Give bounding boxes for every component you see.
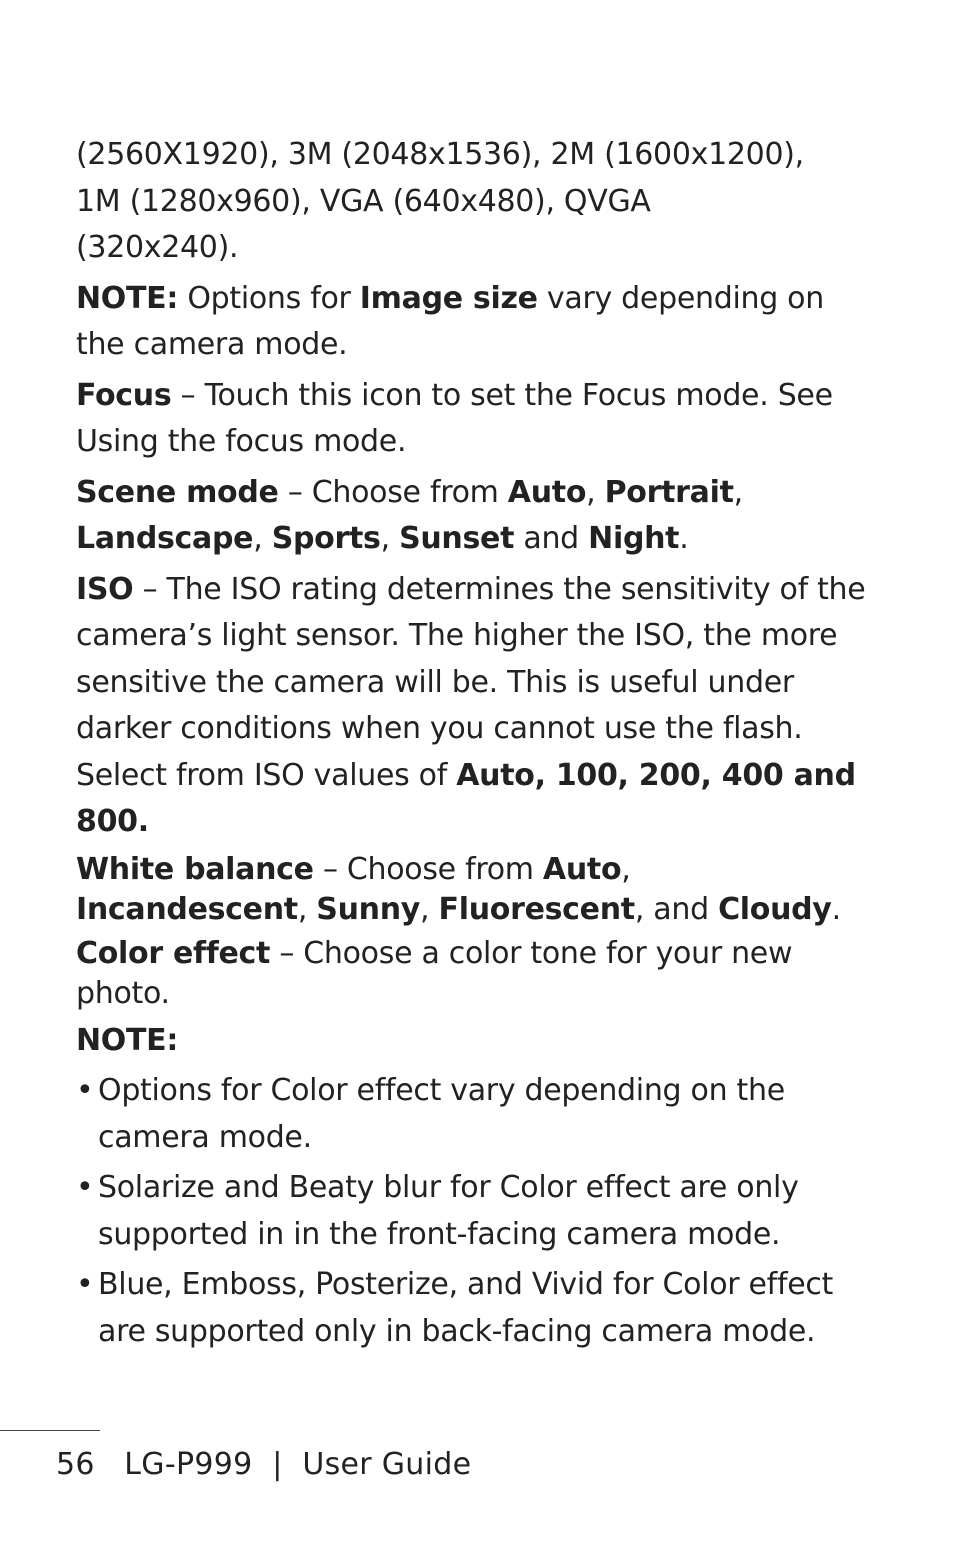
iso-text: – The ISO rating determines the sensitivity of the camera’s light sensor. The higher the ISO, the more sensitive the camera will be. This is useful under darker conditions when you cannot use the flash. Select from ISO values of	[76, 571, 866, 793]
scene-option: Portrait	[604, 474, 734, 510]
note-text: Options for	[178, 280, 360, 316]
scene-separator: ,	[586, 474, 605, 510]
wb-separator: ,	[420, 891, 439, 927]
color-effect-text: – Choose a color tone for your new photo.	[76, 935, 793, 1011]
wb-end: .	[831, 891, 841, 927]
bullet-icon: •	[76, 1267, 94, 1302]
footer-separator: |	[272, 1447, 283, 1482]
focus-text: – Touch this icon to set the Focus mode. See Using the focus mode.	[76, 377, 833, 459]
scene-option: Auto	[507, 474, 587, 510]
scene-separator: ,	[380, 521, 400, 556]
list-item	[76, 1262, 866, 1355]
wb-separator: , and	[634, 891, 719, 927]
wb-option: Sunny	[316, 891, 421, 927]
page-number: 56	[56, 1447, 95, 1482]
wb-separator: ,	[297, 891, 317, 927]
iso-term: ISO	[76, 571, 134, 607]
continuation-line-2: 1M (1280x960), VGA (640x480), QVGA	[76, 183, 651, 219]
color-effect-term: Color effect	[76, 935, 271, 971]
manual-body	[76, 132, 866, 1359]
continuation-line-3: (320x240).	[76, 230, 239, 265]
list-item-text: Options for Color effect vary depending on the camera mode.	[98, 1073, 785, 1155]
list-item-text: Blue, Emboss, Posterize, and Vivid for Color effect are supported only in back-facing camera mode.	[98, 1267, 834, 1349]
list-item	[76, 1068, 866, 1161]
wb-text: – Choose from	[313, 851, 543, 887]
list-item	[76, 1165, 866, 1258]
iso-values: Auto, 100, 200, 400 and 800.	[76, 757, 856, 839]
wb-option: Incandescent	[76, 891, 298, 927]
scene-option: Night	[588, 521, 680, 556]
image-size-note	[76, 276, 866, 369]
scene-mode-paragraph	[76, 470, 866, 563]
white-balance-paragraph	[76, 850, 866, 930]
focus-term: Focus	[76, 377, 172, 413]
wb-option: Cloudy	[718, 891, 832, 927]
focus-paragraph	[76, 373, 866, 466]
guide-title: User Guide	[302, 1447, 472, 1482]
scene-separator: ,	[733, 474, 743, 510]
scene-separator: and	[514, 521, 589, 556]
note-text: vary depending on the camera mode.	[76, 280, 824, 362]
note-label: NOTE:	[76, 280, 179, 316]
continuation-line-1: (2560X1920), 3M (2048x1536), 2M (1600x1200),	[76, 137, 804, 172]
model-name: LG-P999	[124, 1447, 253, 1482]
scene-option: Sports	[271, 521, 381, 556]
scene-option: Sunset	[399, 521, 515, 556]
scene-separator: ,	[253, 521, 272, 556]
bullet-icon: •	[76, 1073, 94, 1108]
list-item-text: Solarize and Beaty blur for Color effect are only supported in in the front-facing camera mode.	[98, 1170, 799, 1252]
page-footer	[56, 1443, 471, 1487]
color-note-heading	[76, 1018, 866, 1065]
scene-text: – Choose from	[278, 474, 508, 510]
image-size-continuation	[76, 132, 866, 272]
scene-mode-term: Scene mode	[76, 474, 279, 510]
image-size-term: Image size	[359, 280, 538, 316]
color-effect-paragraph	[76, 934, 866, 1014]
white-balance-term: White balance	[76, 851, 314, 887]
iso-paragraph	[76, 567, 866, 846]
wb-option: Auto	[542, 851, 622, 887]
color-note-list	[76, 1068, 866, 1355]
scene-end: .	[679, 521, 689, 556]
scene-option: Landscape	[76, 521, 254, 556]
note-label: NOTE:	[76, 1022, 179, 1058]
wb-option: Fluorescent	[438, 891, 635, 927]
bullet-icon: •	[76, 1170, 94, 1205]
wb-separator: ,	[621, 851, 631, 887]
footer-divider	[0, 1430, 100, 1431]
